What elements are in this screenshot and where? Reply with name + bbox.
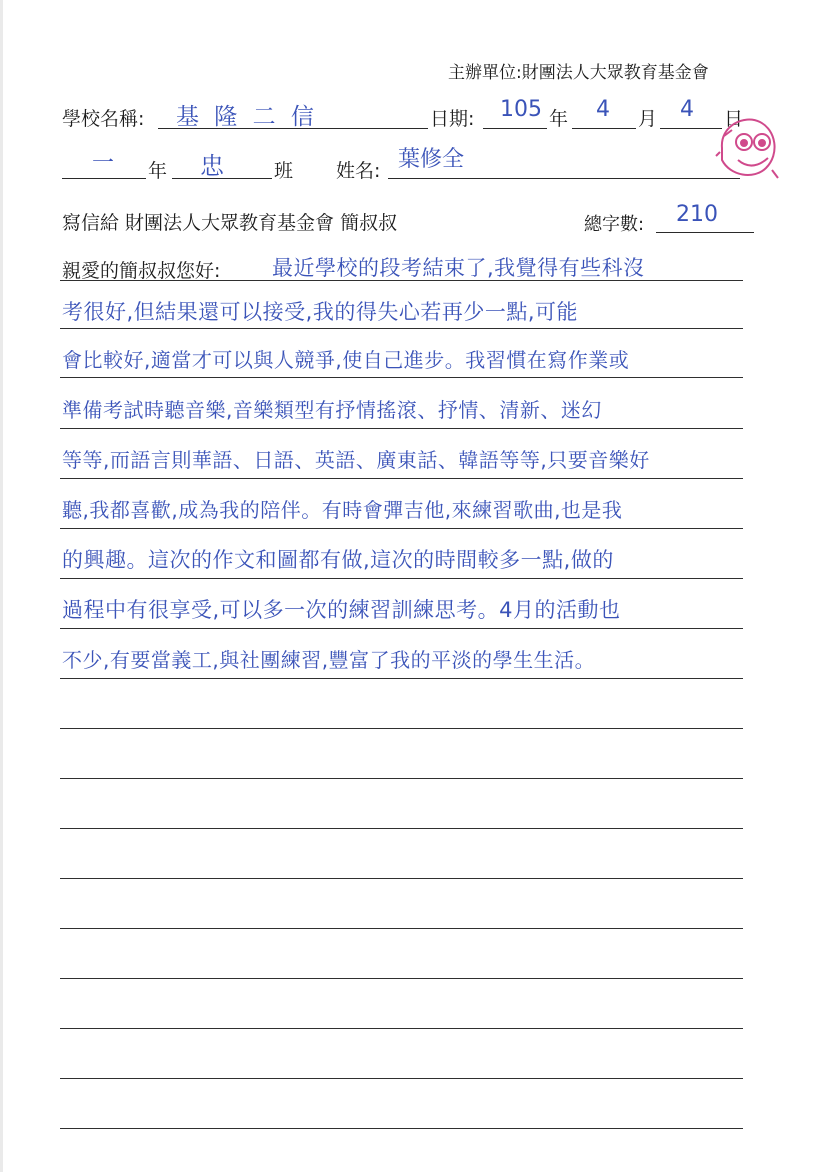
school-value: 基 隆 二 信 <box>176 104 318 130</box>
name-value: 葉修全 <box>398 147 465 172</box>
letter-line-6: 聽,我都喜歡,成為我的陪伴。有時會彈吉他,來練習歌曲,也是我 <box>62 498 623 522</box>
year-label: 年 <box>549 108 569 130</box>
ruled-line <box>60 828 743 829</box>
ruled-line <box>60 928 743 929</box>
year-underline <box>483 128 547 129</box>
ruled-line <box>60 628 743 629</box>
day-label: 日 <box>724 108 744 130</box>
grade-value: 一 <box>92 151 115 176</box>
grade-label: 年 <box>148 160 168 182</box>
letter-line-5: 等等,而語言則華語、日語、英語、廣東話、韓語等等,只要音樂好 <box>62 448 650 472</box>
ruled-line <box>60 678 743 679</box>
ruled-line <box>60 1128 743 1129</box>
greeting: 親愛的簡叔叔您好: <box>62 260 221 282</box>
ruled-line <box>60 1078 743 1079</box>
letter-line-1: 最近學校的段考結束了,我覺得有些科沒 <box>272 256 645 280</box>
letter-line-9: 不少,有要當義工,與社團練習,豐富了我的平淡的學生生活。 <box>62 648 596 672</box>
word-count-label: 總字數: <box>584 214 645 235</box>
date-label: 日期: <box>430 108 475 130</box>
ruled-line <box>60 578 743 579</box>
letter-line-7: 的興趣。這次的作文和圖都有做,這次的時間較多一點,做的 <box>62 548 614 572</box>
ruled-line <box>60 528 743 529</box>
day-value: 4 <box>680 97 694 122</box>
letter-line-8: 過程中有很享受,可以多一次的練習訓練思考。4月的活動也 <box>62 598 621 622</box>
day-underline <box>660 128 722 129</box>
scan-edge <box>0 0 3 1172</box>
month-underline <box>572 128 636 129</box>
letter-line-2: 考很好,但結果還可以接受,我的得失心若再少一點,可能 <box>62 300 579 324</box>
name-label: 姓名: <box>336 160 381 182</box>
ruled-line <box>60 478 743 479</box>
to-line: 寫信給 財團法人大眾教育基金會 簡叔叔 <box>62 212 398 234</box>
letter-line-3: 會比較好,適當才可以與人競爭,使自己進步。我習慣在寫作業或 <box>62 348 630 372</box>
month-value: 4 <box>596 97 610 122</box>
class-value: 忠 <box>200 152 224 180</box>
ruled-line <box>60 1028 743 1029</box>
word-count-underline <box>656 232 754 233</box>
ruled-line <box>60 328 743 329</box>
ruled-line <box>60 428 743 429</box>
grade-underline <box>62 178 146 179</box>
year-value: 105 <box>500 97 542 122</box>
smiley-stamp-icon <box>714 108 784 186</box>
organizer-text: 主辦單位:財團法人大眾教育基金會 <box>448 63 709 83</box>
month-label: 月 <box>638 108 658 130</box>
letter-line-4: 準備考試時聽音樂,音樂類型有抒情搖滾、抒情、清新、迷幻 <box>62 398 602 422</box>
ruled-line <box>60 878 743 879</box>
ruled-line <box>60 377 743 378</box>
ruled-line <box>60 978 743 979</box>
ruled-line <box>60 778 743 779</box>
ruled-line <box>60 280 743 281</box>
word-count-value: 210 <box>676 202 718 227</box>
ruled-line <box>60 728 743 729</box>
name-underline <box>388 178 740 179</box>
class-label: 班 <box>274 160 294 182</box>
school-label: 學校名稱: <box>62 108 145 130</box>
